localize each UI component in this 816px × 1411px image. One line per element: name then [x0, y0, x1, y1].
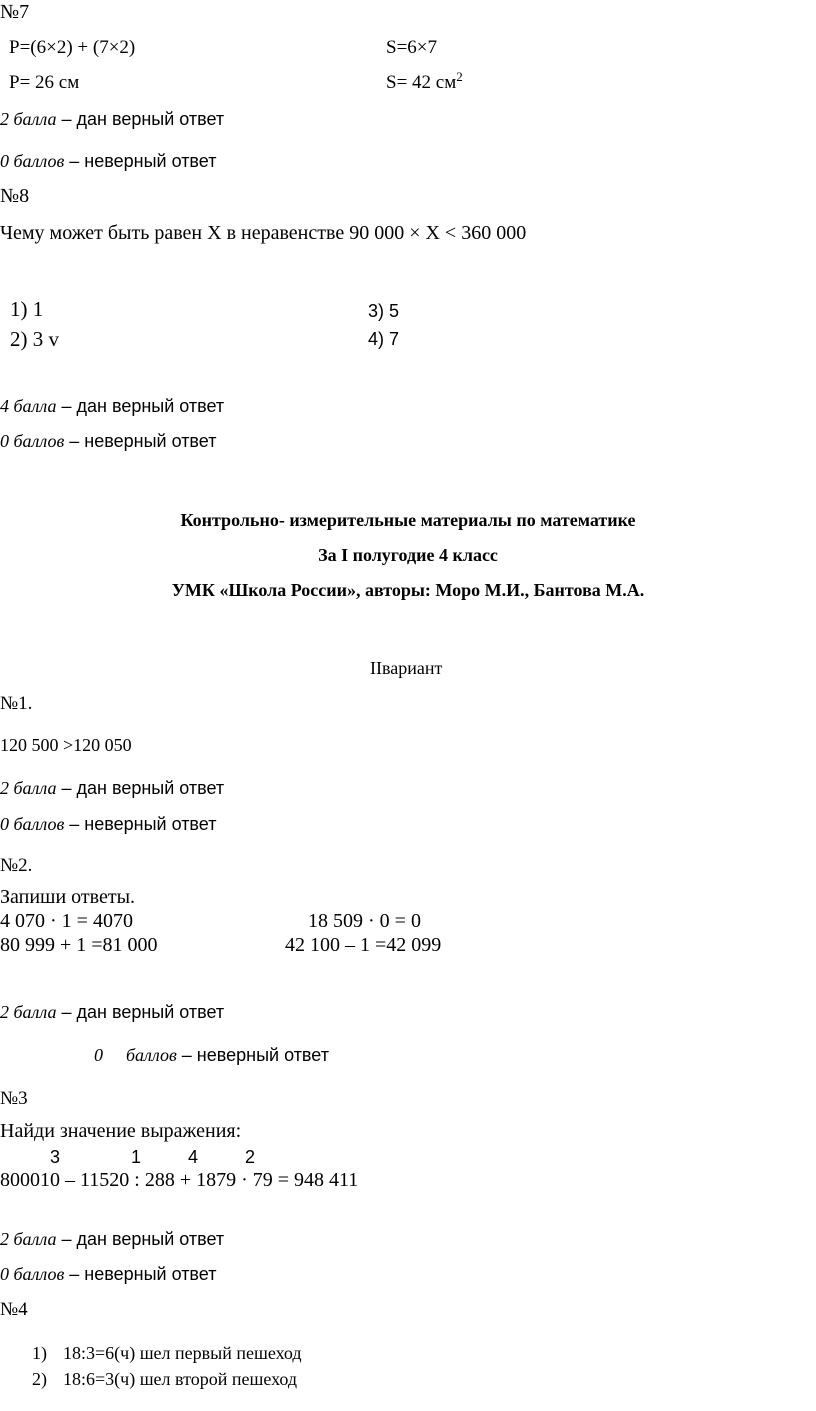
task1-score-correct	[0, 779, 224, 797]
task2-score-correct-points: 2 балла	[0, 1002, 57, 1022]
task3-score-wrong	[0, 1265, 216, 1283]
task1-heading: №1.	[0, 693, 33, 714]
task7-area-result	[386, 69, 463, 93]
task3-prompt: Найди значение выражения:	[0, 1120, 242, 1142]
task2-line2-right: 42 100 – 1 =42 099	[285, 934, 442, 956]
task3-order-3: 4	[188, 1147, 199, 1167]
task2-line1-right: 18 509 · 0 = 0	[308, 910, 421, 932]
task7-perimeter-result: P= 26 см	[9, 72, 80, 93]
task7-score-correct-points: 2 балла	[0, 109, 57, 129]
task2-heading: №2.	[0, 855, 33, 876]
task8-score-wrong-text: – неверный ответ	[64, 431, 217, 451]
task7-area-result-text: S= 42 см	[386, 72, 457, 93]
task3-score-wrong-text: – неверный ответ	[64, 1264, 217, 1284]
task8-score-correct-points: 4 балла	[0, 396, 57, 416]
task3-score-wrong-points: 0 баллов	[0, 1264, 65, 1284]
task7-area-formula: S=6×7	[386, 37, 437, 58]
task1-score-correct-points: 2 балла	[0, 778, 57, 798]
task2-score-wrong-text: – неверный ответ	[176, 1045, 329, 1065]
task3-order-2: 1	[131, 1147, 142, 1167]
task1-score-wrong-points: 0 баллов	[0, 814, 65, 834]
task1-score-wrong	[0, 815, 216, 833]
task2-prompt: Запиши ответы.	[0, 886, 135, 908]
task2-score-wrong	[126, 1046, 329, 1064]
task7-score-wrong-points: 0 баллов	[0, 151, 65, 171]
task7-perimeter-formula: P=(6×2) + (7×2)	[9, 37, 136, 58]
task3-heading: №3	[0, 1088, 28, 1109]
task7-score-correct-text: – дан верный ответ	[56, 109, 225, 129]
task8-heading: №8	[0, 185, 30, 207]
task1-score-wrong-text: – неверный ответ	[64, 814, 217, 834]
task7-score-wrong-text: – неверный ответ	[64, 151, 217, 171]
task2-score-correct	[0, 1003, 224, 1021]
task3-score-correct	[0, 1230, 224, 1248]
task3-expression: 800010 – 11520 : 288 + 1879 · 79 = 948 411	[0, 1169, 359, 1191]
task2-line1-left: 4 070 · 1 = 4070	[0, 910, 133, 932]
task4-item-1-number: 1)	[32, 1343, 47, 1363]
task2-score-correct-text: – дан верный ответ	[56, 1002, 225, 1022]
task8-score-correct-text: – дан верный ответ	[56, 396, 225, 416]
task7-score-wrong	[0, 152, 216, 170]
task4-item-2-number: 2)	[32, 1369, 47, 1389]
task1-score-correct-text: – дан верный ответ	[56, 778, 225, 798]
task4-item-1-text: 18:3=6(ч) шел первый пешеход	[63, 1343, 302, 1363]
task8-option-2: 2) 3 v	[10, 327, 59, 351]
task3-order-4: 2	[245, 1147, 256, 1167]
task8-score-wrong-points: 0 баллов	[0, 431, 65, 451]
task7-score-correct	[0, 110, 224, 128]
document-title-line-3: УМК «Школа России», авторы: Моро М.И., Бантова М.А.	[171, 580, 645, 600]
task3-score-correct-points: 2 балла	[0, 1229, 57, 1249]
task8-score-correct	[0, 397, 224, 415]
task8-option-1: 1) 1	[10, 297, 44, 321]
task8-option-3: 3) 5	[368, 301, 400, 321]
task2-score-wrong-points: баллов	[126, 1045, 177, 1065]
task1-answer: 120 500 >120 050	[0, 735, 132, 755]
task8-score-wrong	[0, 432, 216, 450]
task8-option-4: 4) 7	[368, 329, 400, 349]
task7-heading: №7	[0, 1, 30, 23]
variant-label: IIвариант	[370, 658, 443, 678]
task2-line2-left: 80 999 + 1 =81 000	[0, 934, 158, 956]
task4-item-2-text: 18:6=3(ч) шел второй пешеход	[63, 1369, 298, 1389]
task3-score-correct-text: – дан верный ответ	[56, 1229, 225, 1249]
document-title-line-2: За I полугодие 4 класс	[318, 545, 498, 565]
document-title-line-1: Контрольно- измерительные материалы по математике	[180, 510, 636, 530]
task8-question: Чему может быть равен Х в неравенстве 90 000 × Х < 360 000	[0, 222, 527, 244]
task4-heading: №4	[0, 1299, 28, 1320]
task7-area-power: 2	[456, 69, 463, 84]
task3-order-1: 3	[50, 1147, 61, 1167]
task2-score-wrong-zero: 0	[94, 1045, 103, 1065]
